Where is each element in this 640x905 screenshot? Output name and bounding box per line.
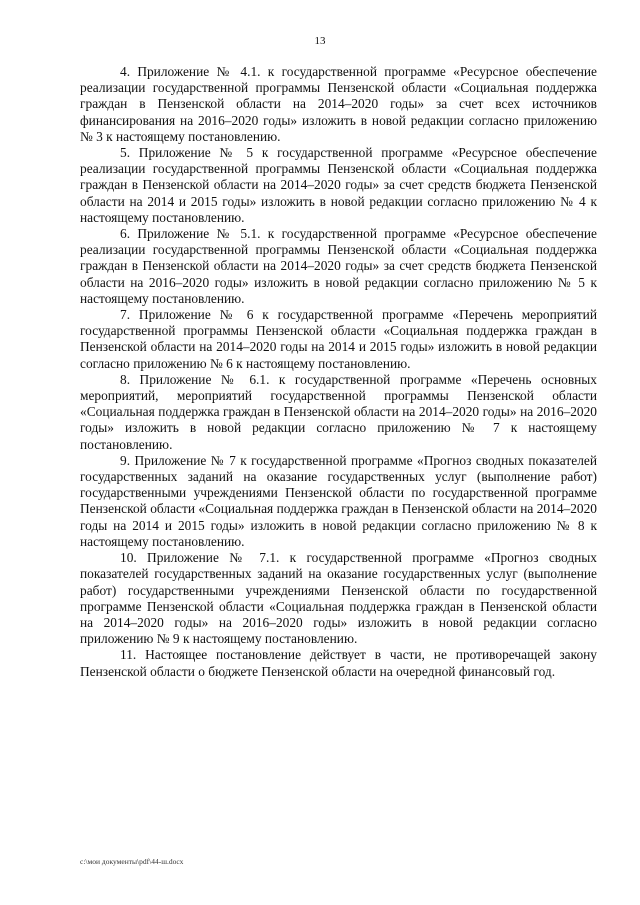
paragraph-4: 4. Приложение № 4.1. к государственной программе «Ресурсное обеспечение реализации государственной программы Пензенской области «Социальная поддержка граждан в Пензенской области на 2014–2020 годы» за счет всех источников финансирования на 2016–2020 годы» изложить в новой редакции согласно приложению № 3 к настоящему постановлению. xyxy=(80,64,597,144)
document-body xyxy=(80,64,597,680)
paragraph-5: 5. Приложение № 5 к государственной программе «Ресурсное обеспечение реализации государственной программы Пензенской области «Социальная поддержка граждан в Пензенской области на 2014–2020 годы» за счет средств бюджета Пензенской области на 2014 и 2015 годы» изложить в новой редакции согласно приложению № 4 к настоящему постановлению. xyxy=(80,145,597,225)
paragraph-11: 11. Настоящее постановление действует в части, не противоречащей закону Пензенской области о бюджете Пензенской области на очередной финансовый год. xyxy=(80,647,597,679)
paragraph-9: 9. Приложение № 7 к государственной программе «Прогноз сводных показателей государственных заданий на оказание государственных услуг (выполнение работ) государственными учреждениями Пензенской области по государственной программе Пензенской области «Социальная поддержка граждан в Пензенской области на 2014–2020 годы на 2014 и 2015 годы» изложить в новой редакции согласно приложению № 8 к настоящему постановлению. xyxy=(80,452,597,549)
paragraph-8: 8. Приложение № 6.1. к государственной программе «Перечень основных мероприятий, мероприятий государственной программы Пензенской области «Социальная поддержка граждан в Пензенской области на 2014–2020 годы» на 2016–2020 годы» изложить в новой редакции согласно приложению № 7 к настоящему постановлению. xyxy=(80,371,597,452)
footer-file-path: c:\мои документы\pdf\44-ш.docx xyxy=(80,857,184,866)
page-number: 13 xyxy=(314,35,326,47)
paragraph-6: 6. Приложение № 5.1. к государственной программе «Ресурсное обеспечение реализации государственной программы Пензенской области «Социальная поддержка граждан в Пензенской области на 2014–2020 годы» за счет средств бюджета Пензенской области на 2016–2020 годы» изложить в новой редакции согласно приложению № 5 к настоящему постановлению. xyxy=(80,226,597,306)
paragraph-10: 10. Приложение № 7.1. к государственной программе «Прогноз сводных показателей государственных заданий на оказание государственных услуг (выполнение работ) государственными учреждениями Пензенской области по государственной программе Пензенской области «Социальная поддержка граждан в Пензенской области на 2014–2020 годы» на 2016–2020 годы» изложить в новой редакции согласно приложению № 9 к настоящему постановлению. xyxy=(80,550,597,647)
paragraph-7: 7. Приложение № 6 к государственной программе «Перечень мероприятий государственной программы Пензенской области «Социальная поддержка граждан в Пензенской области на 2014–2020 годы на 2014 и 2015 годы» изложить в новой редакции согласно приложению № 6 к настоящему постановлению. xyxy=(80,307,597,371)
